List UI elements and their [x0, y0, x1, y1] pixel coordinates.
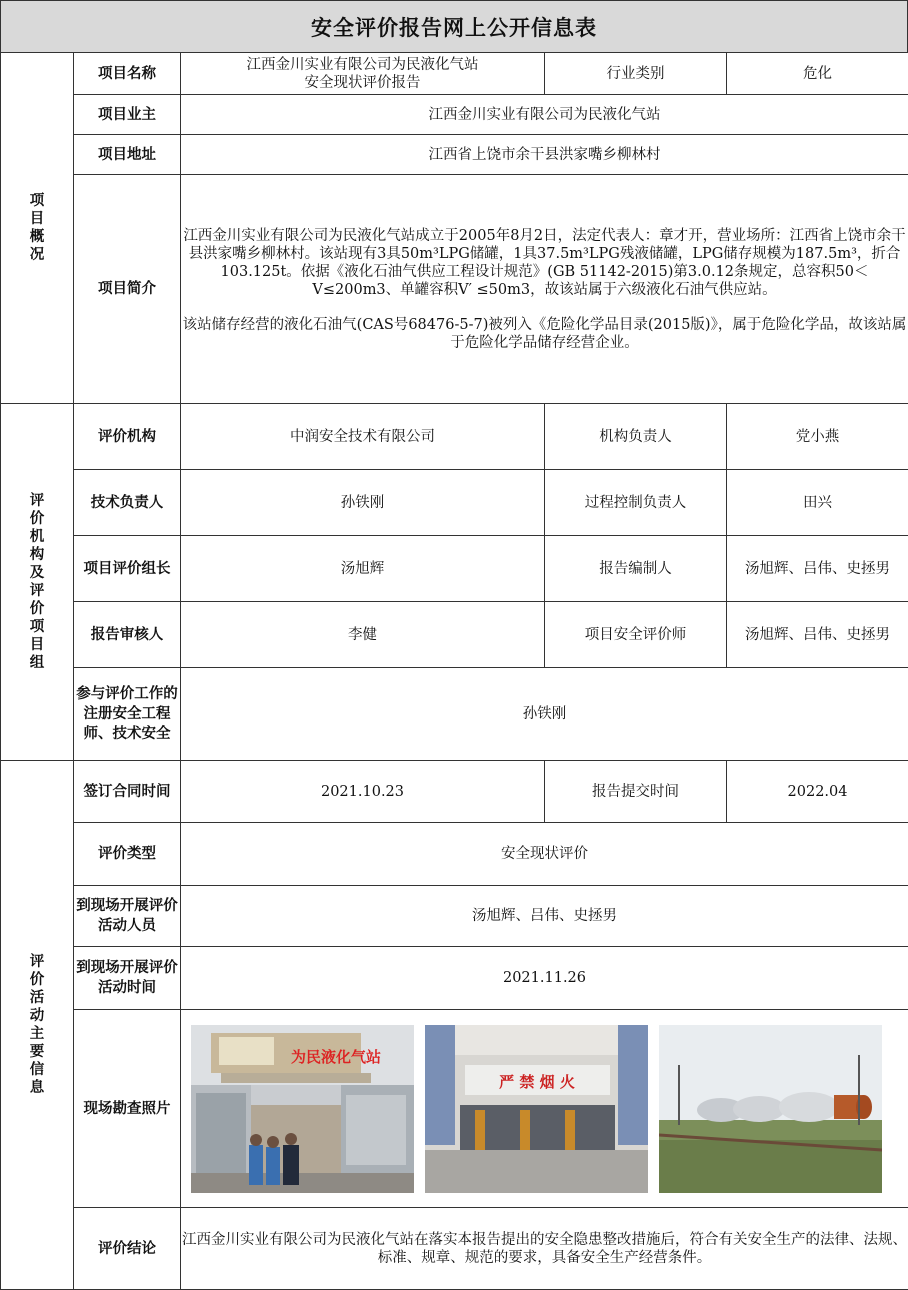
intro-label: 项目简介 — [74, 175, 181, 404]
reviewer-label: 报告审核人 — [74, 602, 181, 668]
agency-head-label: 机构负责人 — [545, 404, 727, 470]
process-value: 田兴 — [727, 470, 908, 536]
evaluator-value: 汤旭辉、吕伟、史拯男 — [727, 602, 908, 668]
project-name-line2: 安全现状评价报告 — [181, 74, 544, 92]
contract-label: 签订合同时间 — [74, 761, 181, 823]
engineer-label: 参与评价工作的注册安全工程师、技术安全 — [74, 668, 181, 761]
leader-label: 项目评价组长 — [74, 536, 181, 602]
intro-text — [181, 175, 908, 404]
writer-value: 汤旭辉、吕伟、史拯男 — [727, 536, 908, 602]
svg-text:严 禁 烟 火: 严 禁 烟 火 — [499, 1073, 575, 1091]
site-photo-storage-tanks — [659, 1025, 882, 1193]
photos-label: 现场勘查照片 — [74, 1010, 181, 1208]
tech-head-value: 孙铁刚 — [181, 470, 545, 536]
agency-value: 中润安全技术有限公司 — [181, 404, 545, 470]
reviewer-value: 李健 — [181, 602, 545, 668]
time-value: 2021.11.26 — [181, 947, 908, 1010]
conclusion-value: 江西金川实业有限公司为民液化气站在落实本报告提出的安全隐患整改措施后，符合有关安全生产的法律、法规、标准、规章、规范的要求，具备安全生产经营条件。 — [181, 1208, 908, 1290]
address-value: 江西省上饶市余干县洪家嘴乡柳林村 — [181, 135, 908, 175]
leader-value: 汤旭辉 — [181, 536, 545, 602]
staff-value: 汤旭辉、吕伟、史拯男 — [181, 886, 908, 947]
section-activity: 评价活动主要信息 — [1, 761, 74, 1290]
owner-label: 项目业主 — [74, 95, 181, 135]
evaluator-label: 项目安全评价师 — [545, 602, 727, 668]
site-photo-gate — [191, 1025, 414, 1193]
page-title: 安全评价报告网上公开信息表 — [0, 0, 908, 53]
process-label: 过程控制负责人 — [545, 470, 727, 536]
section-org: 评价机构及评价项目组 — [1, 404, 74, 761]
conclusion-label: 评价结论 — [74, 1208, 181, 1290]
tech-head-label: 技术负责人 — [74, 470, 181, 536]
industry-value: 危化 — [727, 53, 908, 95]
agency-head-value: 党小燕 — [727, 404, 908, 470]
info-table — [0, 52, 908, 1290]
site-photo-filling-room — [425, 1025, 648, 1193]
engineer-value: 孙铁刚 — [181, 668, 908, 761]
intro-paragraph-1: 江西金川实业有限公司为民液化气站成立于2005年8月2日，法定代表人：章才开，营业场所：江西省上饶市余干县洪家嘴乡柳林村。该站现有3具50m³LPG储罐，1具37.5m³LPG残液储罐，LPG储存规模为187.5m³，折合103.125t。依据《液化石油气供应工程设计规范》(GB 51142-2015)第3.0.12条规定，总容积50＜V≤200m3、单罐容积V′ ≤50m3，故该站属于六级液化石油气供应站。 — [181, 227, 908, 299]
svg-text:为民液化气站: 为民液化气站 — [291, 1048, 381, 1066]
staff-label: 到现场开展评价活动人员 — [74, 886, 181, 947]
photos-cell — [181, 1010, 908, 1208]
time-label: 到现场开展评价活动时间 — [74, 947, 181, 1010]
project-name-line1: 江西金川实业有限公司为民液化气站 — [181, 56, 544, 74]
project-name-value — [181, 53, 545, 95]
project-name-label: 项目名称 — [74, 53, 181, 95]
type-label: 评价类型 — [74, 823, 181, 886]
writer-label: 报告编制人 — [545, 536, 727, 602]
agency-label: 评价机构 — [74, 404, 181, 470]
submit-value: 2022.04 — [727, 761, 908, 823]
type-value: 安全现状评价 — [181, 823, 908, 886]
intro-paragraph-2: 该站储存经营的液化石油气(CAS号68476-5-7)被列入《危险化学品目录(2015版)》，属于危险化学品，故该站属于危险化学品储存经营企业。 — [181, 316, 908, 352]
industry-label: 行业类别 — [545, 53, 727, 95]
contract-value: 2021.10.23 — [181, 761, 545, 823]
owner-value: 江西金川实业有限公司为民液化气站 — [181, 95, 908, 135]
address-label: 项目地址 — [74, 135, 181, 175]
section-overview: 项目概况 — [1, 53, 74, 404]
submit-label: 报告提交时间 — [545, 761, 727, 823]
